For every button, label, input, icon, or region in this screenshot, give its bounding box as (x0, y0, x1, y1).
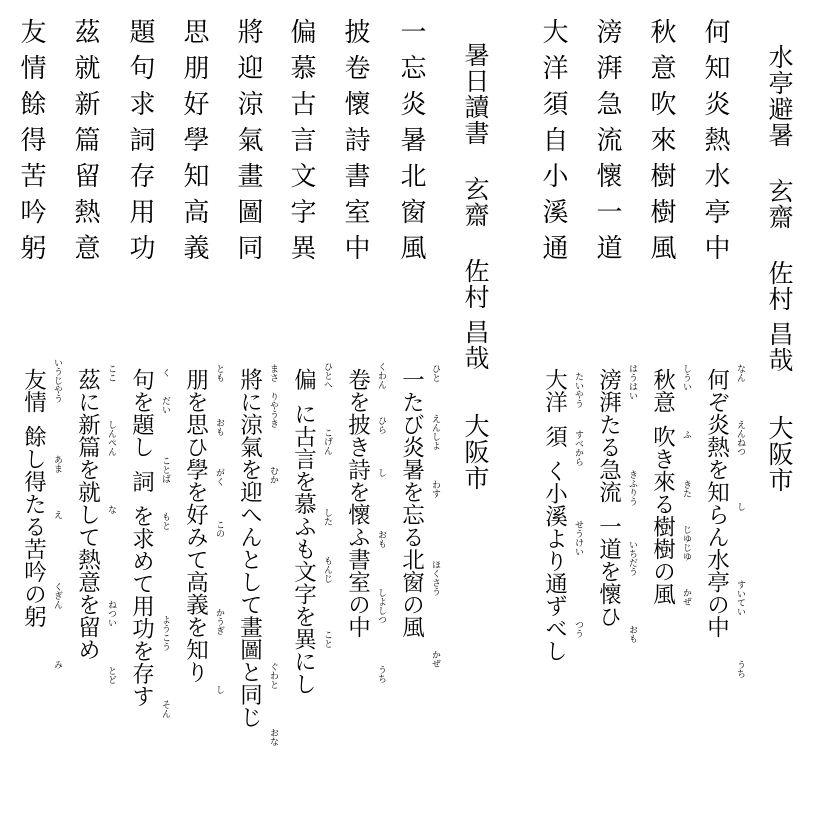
furigana: ぐわと (268, 662, 278, 689)
reading-segment: 大洋 (541, 368, 568, 413)
furigana: だい (160, 396, 170, 414)
poem-2-kanshi-line-5: 思朋好學知高義 (179, 18, 209, 270)
reading-segment: 友情 (20, 368, 47, 413)
furigana: たいやう (573, 372, 583, 408)
furigana: ほくさう (430, 560, 440, 596)
furigana: この (214, 520, 224, 538)
poem-1-pen-name: 玄齋 (765, 178, 794, 230)
reading-segment: 句を題し (128, 368, 155, 458)
furigana: いうじやう (52, 358, 62, 403)
poem-2-reading-line-7 (76, 368, 99, 661)
reading-segment: 將に涼氣を迎へんとして畫圖と同じ (236, 368, 263, 728)
reading-segment: 詞 (128, 470, 155, 493)
poem-2-author-name: 佐村 昌哉 (461, 258, 490, 371)
furigana: あま (52, 455, 62, 473)
poem-2-kanshi-line-1: 一忘炎暑北窗風 (396, 18, 426, 270)
poem-2-heading (463, 42, 488, 491)
furigana: きた (681, 480, 691, 498)
furigana: まさ (268, 364, 278, 382)
furigana: おも (214, 418, 224, 436)
furigana: く (160, 368, 170, 377)
furigana: ことば (160, 456, 170, 483)
poem-1-reading-line-3 (597, 368, 620, 628)
furigana: しんぺん (106, 420, 116, 456)
poem-2-city: 大阪市 (461, 412, 490, 491)
poem-2-kanshi-line-2: 披卷懷詩書室中 (340, 18, 370, 270)
poem-1-reading-line-2 (651, 368, 674, 605)
reading-segment: 一道を懷ひ (595, 515, 622, 628)
poem-2-reading-line-8 (22, 368, 45, 628)
poem-2-kanshi-line-7: 茲就新篇留熱意 (70, 18, 100, 270)
poem-2-reading-line-6 (130, 368, 153, 707)
reading-segment: 滂湃たる急流 (595, 368, 622, 503)
furigana: くわん (376, 362, 386, 389)
poem-2-pen-name: 玄齋 (461, 176, 490, 228)
poem-1-kanshi-line-3: 滂湃急流懷一道 (592, 18, 622, 270)
furigana: むか (268, 466, 278, 484)
reading-segment: 何ぞ炎熱を知らん水亭の中 (703, 368, 730, 638)
furigana: がく (214, 468, 224, 486)
furigana: きふりう (627, 470, 637, 506)
poem-2-reading-line-4 (238, 368, 261, 728)
furigana: とど (106, 666, 116, 684)
furigana: ふ (681, 430, 691, 439)
furigana: ひら (376, 416, 386, 434)
reading-segment: 餘し得たる苦吟の躬 (20, 425, 47, 628)
furigana: えんしよ (430, 414, 440, 450)
furigana: おも (627, 625, 637, 643)
furigana: しよしつ (376, 588, 386, 624)
reading-segment: 吹き來る樹樹の風 (649, 425, 676, 605)
poem-2-kanshi-line-6: 題句求詞存用功 (125, 18, 155, 270)
furigana: わす (430, 480, 440, 498)
furigana: すべから (573, 430, 583, 466)
furigana: せうけい (573, 520, 583, 556)
poem-1-kanshi-line-4: 大洋須自小溪通 (538, 18, 568, 270)
poem-1-heading (767, 44, 792, 493)
poem-1-reading-line-4 (543, 368, 566, 662)
furigana: えんねつ (735, 420, 745, 456)
furigana: くぎん (52, 582, 62, 609)
furigana: もと (160, 512, 170, 530)
furigana: いちだう (627, 540, 637, 576)
furigana: な (106, 505, 116, 514)
reading-segment: 茲に新篇を就して熱意を留め (74, 368, 101, 661)
furigana: しうい (681, 364, 691, 391)
reading-segment: く小溪より通ずべし (541, 459, 568, 662)
furigana: した (322, 508, 332, 526)
furigana: こげん (322, 428, 332, 455)
furigana: かうぎ (214, 608, 224, 635)
poem-2-title: 暑日讀書 (461, 42, 490, 146)
furigana: とも (214, 364, 224, 382)
reading-segment: に古言を慕ふも文字を異にし (290, 402, 317, 695)
poem-1-kanshi-line-2: 秋意吹來樹樹風 (646, 18, 676, 270)
furigana: りやうき (268, 392, 278, 428)
furigana: そん (160, 700, 170, 718)
poem-2-kanshi-line-8: 友情餘得苦吟躬 (16, 18, 46, 270)
furigana: ようこう (160, 615, 170, 651)
poem-1-author-name: 佐村 昌哉 (765, 260, 794, 373)
poem-2-kanshi-line-4: 將迎涼氣畫圖同 (233, 18, 263, 270)
reading-segment: 卷を披き詩を懷ふ書室の中 (344, 368, 371, 638)
poem-2-reading-line-5 (184, 368, 207, 683)
furigana: し (376, 468, 386, 477)
furigana: ねつい (106, 600, 116, 627)
furigana: し (735, 502, 745, 511)
poem-2-reading-line-3 (292, 368, 315, 695)
reading-segment: 偏 (290, 368, 317, 391)
poem-2-reading-line-1 (400, 368, 423, 638)
reading-segment: 一たび炎暑を忘る北窗の風 (398, 368, 425, 638)
poem-2-reading-line-2 (346, 368, 369, 638)
furigana: ここ (106, 364, 116, 382)
reading-segment: 秋意 (649, 368, 676, 413)
reading-segment: 須 (541, 425, 568, 448)
furigana: うち (376, 665, 386, 683)
furigana: うち (735, 660, 745, 678)
furigana: かぜ (681, 588, 691, 606)
furigana: じゆじゆ (681, 525, 691, 561)
reading-segment: を求めて用功を存す (128, 504, 155, 707)
furigana: つう (573, 620, 583, 638)
furigana: ひとへ (322, 362, 332, 389)
furigana: かぜ (430, 650, 440, 668)
poem-1-reading-line-1 (705, 368, 728, 638)
furigana: おな (268, 728, 278, 746)
furigana: ひと (430, 364, 440, 382)
furigana: え (52, 510, 62, 519)
furigana: こと (322, 630, 332, 648)
reading-segment: 朋を思ひ學を好みて高義を知り (182, 368, 209, 683)
furigana: なん (735, 364, 745, 382)
poem-1-city: 大阪市 (765, 414, 794, 493)
poem-1-title: 水亭避暑 (765, 44, 794, 148)
furigana: はうはい (627, 364, 637, 400)
poem-1-kanshi-line-1: 何知炎熱水亭中 (700, 18, 730, 270)
furigana: し (214, 685, 224, 694)
poem-2-kanshi-line-3: 偏慕古言文字異 (286, 18, 316, 270)
furigana: もんじ (322, 556, 332, 583)
furigana: すいてい (735, 580, 745, 616)
furigana: み (52, 660, 62, 669)
furigana: おも (376, 530, 386, 548)
